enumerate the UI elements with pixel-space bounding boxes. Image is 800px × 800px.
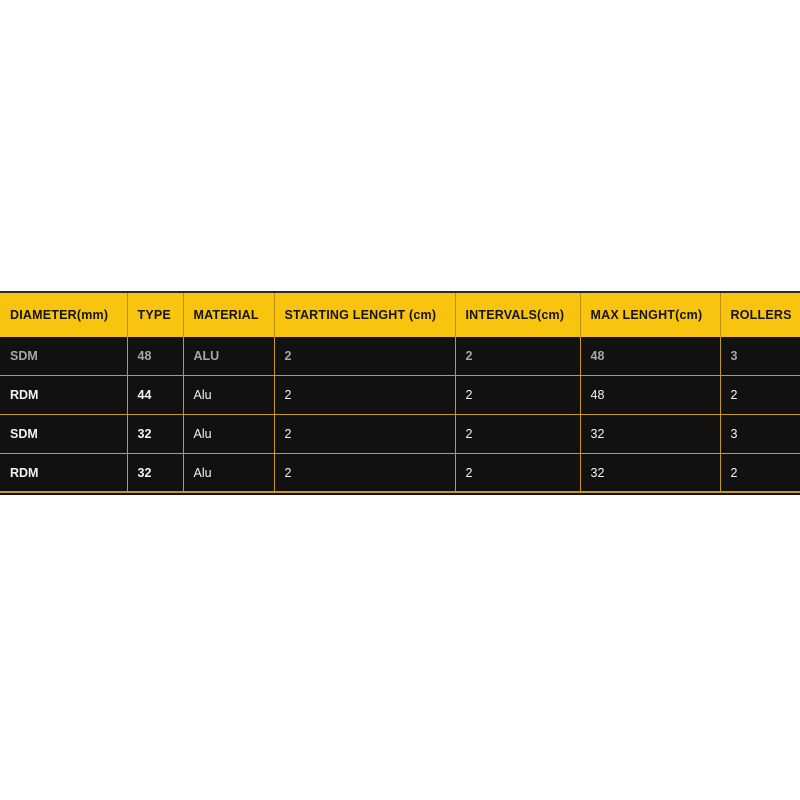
cell-max-length: 48: [580, 337, 720, 375]
header-type: TYPE: [127, 293, 183, 337]
cell-rollers: 3: [730, 426, 738, 441]
cell-diameter: RDM: [0, 453, 127, 492]
table-row: [0, 375, 800, 414]
cell-diameter: SDM: [0, 414, 127, 453]
spec-table-container: [0, 291, 800, 495]
header-starting-length: STARTING LENGHT (cm): [274, 293, 455, 337]
cell-intervals: 2: [455, 375, 580, 414]
cell-intervals: 2: [455, 414, 580, 453]
cell-intervals: 2: [455, 337, 580, 375]
cell-rollers: 3: [730, 348, 738, 363]
header-material: MATERIAL: [183, 293, 274, 337]
header-max-length: MAX LENGHT(cm): [580, 293, 720, 337]
cell-starting-length: 2: [274, 453, 455, 492]
cell-material: Alu: [183, 453, 274, 492]
cell-starting-length: 2: [274, 337, 455, 375]
cell-type: 44: [127, 375, 183, 414]
cell-type: 32: [127, 414, 183, 453]
cell-diameter: RDM: [0, 375, 127, 414]
cell-material: Alu: [183, 375, 274, 414]
cell-type: 32: [127, 453, 183, 492]
cell-rollers: 2: [730, 465, 738, 480]
table-row: [0, 337, 800, 375]
table-row: [0, 453, 800, 492]
cell-starting-length: 2: [274, 414, 455, 453]
cell-starting-length: 2: [274, 375, 455, 414]
table-row: [0, 414, 800, 453]
header-diameter: DIAMETER(mm): [0, 293, 127, 337]
cell-max-length: 32: [580, 414, 720, 453]
cell-rollers: 2: [730, 387, 738, 402]
header-rollers: ROLLERS: [730, 308, 792, 322]
spec-table: [0, 293, 800, 492]
cell-max-length: 32: [580, 453, 720, 492]
cell-material: Alu: [183, 414, 274, 453]
table-header-row: [0, 293, 800, 337]
cell-diameter: SDM: [0, 337, 127, 375]
cell-intervals: 2: [455, 453, 580, 492]
header-intervals: INTERVALS(cm): [455, 293, 580, 337]
cell-max-length: 48: [580, 375, 720, 414]
cell-material: ALU: [183, 337, 274, 375]
cell-type: 48: [127, 337, 183, 375]
table-bottom-border: [0, 491, 800, 493]
